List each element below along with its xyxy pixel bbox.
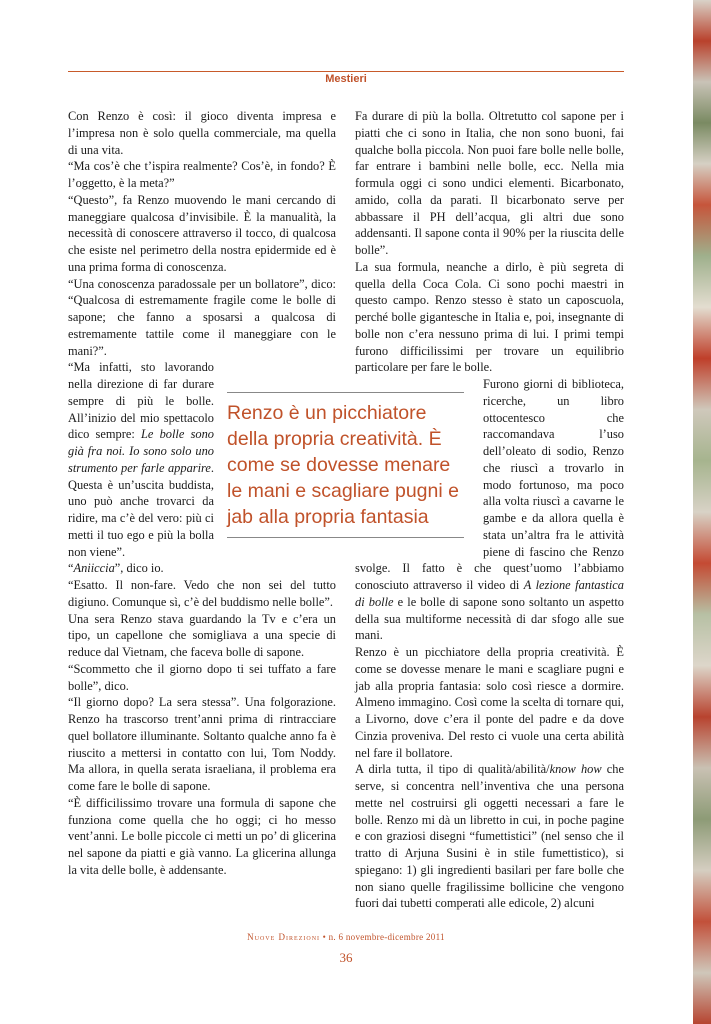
- paragraph: “Questo”, fa Renzo muovendo le mani cercando di maneggiare qualcosa d’invisibile. È la manualità, la necessità di conoscere attraverso il tocco, di qualcosa che esiste nel perimetro della nostra epidermide ed è una prima forma di conoscenza.: [68, 192, 336, 274]
- paragraph: Renzo è un picchiatore della propria creatività. È come se dovesse menare le mani e scagliare pugni e jab alla propria fantasia: solo così riesce a dormire. Almeno immagino. Così come la scelta di tornare qui, a Livorno, dove c’era il ponte del padre e da dove Cinzia proveniva. Del resto ci vuole una certa abilità nel fare il bollatore.: [355, 645, 624, 760]
- paragraph: Fa durare di più la bolla. Oltretutto col sapone per i piatti che ci sono in Italia, che non sono buoni, fai qualche bolla piccola. Non puoi fare bolle nelle bolle, far entrare i bambini nelle bolle, ecc. Nella mia formula oggi ci sono undici elementi. Bicarbonato, amido, colla da parati. Il bicarbonato serve per abbassare il PH dell’acqua, gli altri due sono addensanti. Il sapone conta il 90% per la riuscita delle bolle”.: [355, 109, 624, 257]
- paragraph: “Ma cos’è che t’ispira realmente? Cos’è, in fondo? È l’oggetto, è la meta?”: [68, 159, 336, 190]
- footer-journal-line: [68, 932, 624, 942]
- paragraph-text: e le bolle di sapone sono soltanto un aspetto della sua multiforme necessità di dar sfogo alle sue mani.: [355, 594, 624, 643]
- issue-info: • n. 6 novembre-dicembre 2011: [320, 932, 445, 942]
- journal-name: Nuove Direzioni: [247, 932, 321, 942]
- paragraph-text: A dirla tutta, il tipo di qualità/abilità/: [355, 762, 550, 777]
- paragraph: “Esatto. Il non-fare. Vedo che non sei del tutto digiuno. Comunque sì, c’è del buddismo nelle bolle”.: [68, 578, 336, 609]
- page-edge-photo-strip: [693, 0, 711, 1024]
- paragraph: Con Renzo è così: il gioco diventa impresa e l’impresa non è solo quella commerciale, ma quella di una vita.: [68, 109, 336, 157]
- page-number: 36: [339, 950, 353, 965]
- paragraph: “Scommetto che il giorno dopo ti sei tuffato a fare bolle”, dico.: [68, 661, 336, 693]
- paragraph-text: che serve, si concentra nell’inventiva che una persona mette nel costruirsi gli oggetti necessari a fare le bolle. Renzo mi dà un libretto in cui, in poche pagine e con graziosi disegni “fumettistici” (nel senso che il tratto di Arjuna Susini è in stile fumettistico), si spiegano: 1) gli ingredienti basilari per fare bolle che non siano quelle fragilissime bollicine che vengono fuori dai tubetti comperati alle edicole, 2) alcuni: [355, 762, 624, 911]
- paragraph: [68, 560, 336, 577]
- section-label: Mestieri: [325, 73, 367, 85]
- italic-phrase: A lezione fantastica di bolle: [355, 578, 624, 609]
- italic-phrase: know how: [549, 762, 602, 777]
- pullquote: Renzo è un picchiatore della propria creatività. È come se dovesse menare le mani e scagliare pugni e jab alla propria fantasia: [227, 392, 464, 538]
- paragraph: “Il giorno dopo? La sera stessa”. Una folgorazione. Renzo ha trascorso trent’anni prima di rintracciare quel bollatore illuminante. Soltanto qualche anno fa è riuscito a mettersi in contatto con lui, Tom Noddy. Ma allora, in quella serata israeliana, il problema era come fare le bolle di sapone.: [68, 695, 336, 793]
- paragraph: La sua formula, neanche a dirlo, è più segreta di quella della Coca Cola. Ci sono pochi maestri in questo campo. Renzo stesso è stato un caposcuola, perché bolle gigantesche in Italia e, poi, insegnante di bolle non c’era nessuno prima di lui. I primi tempi furono difficilissimi per trovare un equilibrio particolare per fare le bolle.: [355, 259, 624, 375]
- paragraph: “Una conoscenza paradossale per un bollatore”, dico: “Qualcosa di estremamente fragile come le bolle di sapone; che fanno a sposarsi a qualcosa di estremamente tattile come il maneggiare con le mani?”.: [68, 276, 336, 358]
- paragraph: “È difficilissimo trovare una formula di sapone che funziona come quella che ho oggi; ci ho messo vent’anni. Le bolle piccole ci metti un po’ di glicerina nel sapone da piatti e già vanno. La glicerina allunga la vita delle bolle, è addensante.: [68, 795, 336, 877]
- paragraph-text: Furono giorni di biblioteca, ricerche, un libro ottocentesco che raccomandava l’uso dell’oleato di sodio, Renzo che riuscì a trovarlo in modo fortunoso, ma poco alla volta riuscì a cavarne le gambe e da allora quella è stata un’altra fra le attività piene di fascino che Renzo svolge. Il fatto è che quest’uomo l’abbiamo conosciuto attraverso il video di: [355, 377, 624, 592]
- italic-phrase: Le bolle sono già fra noi. Io sono solo uno strumento per farle apparire: [68, 427, 214, 475]
- paragraph-text: “Ma infatti, sto lavorando nella direzione di far durare sempre di più le bolle. All’inizio del mio spettacolo dico sempre:: [68, 360, 214, 442]
- paragraph-text: . Questa è un’uscita buddista, uno può anche trovarci da ridire, ma c’è del vero: più ci metti il tuo ego e più la bolla non viene”.: [68, 460, 214, 559]
- italic-phrase: Aniiccia: [73, 561, 115, 576]
- paragraph: Una sera Renzo stava guardando la Tv e c’era un tipo, un capellone che somigliava a una specie di reduce dal Vietnam, che faceva bolle di sapone.: [68, 611, 336, 659]
- paragraph: [355, 761, 624, 912]
- paragraph-text: ”, dico io.: [114, 561, 164, 576]
- paragraph-text: “: [68, 561, 74, 576]
